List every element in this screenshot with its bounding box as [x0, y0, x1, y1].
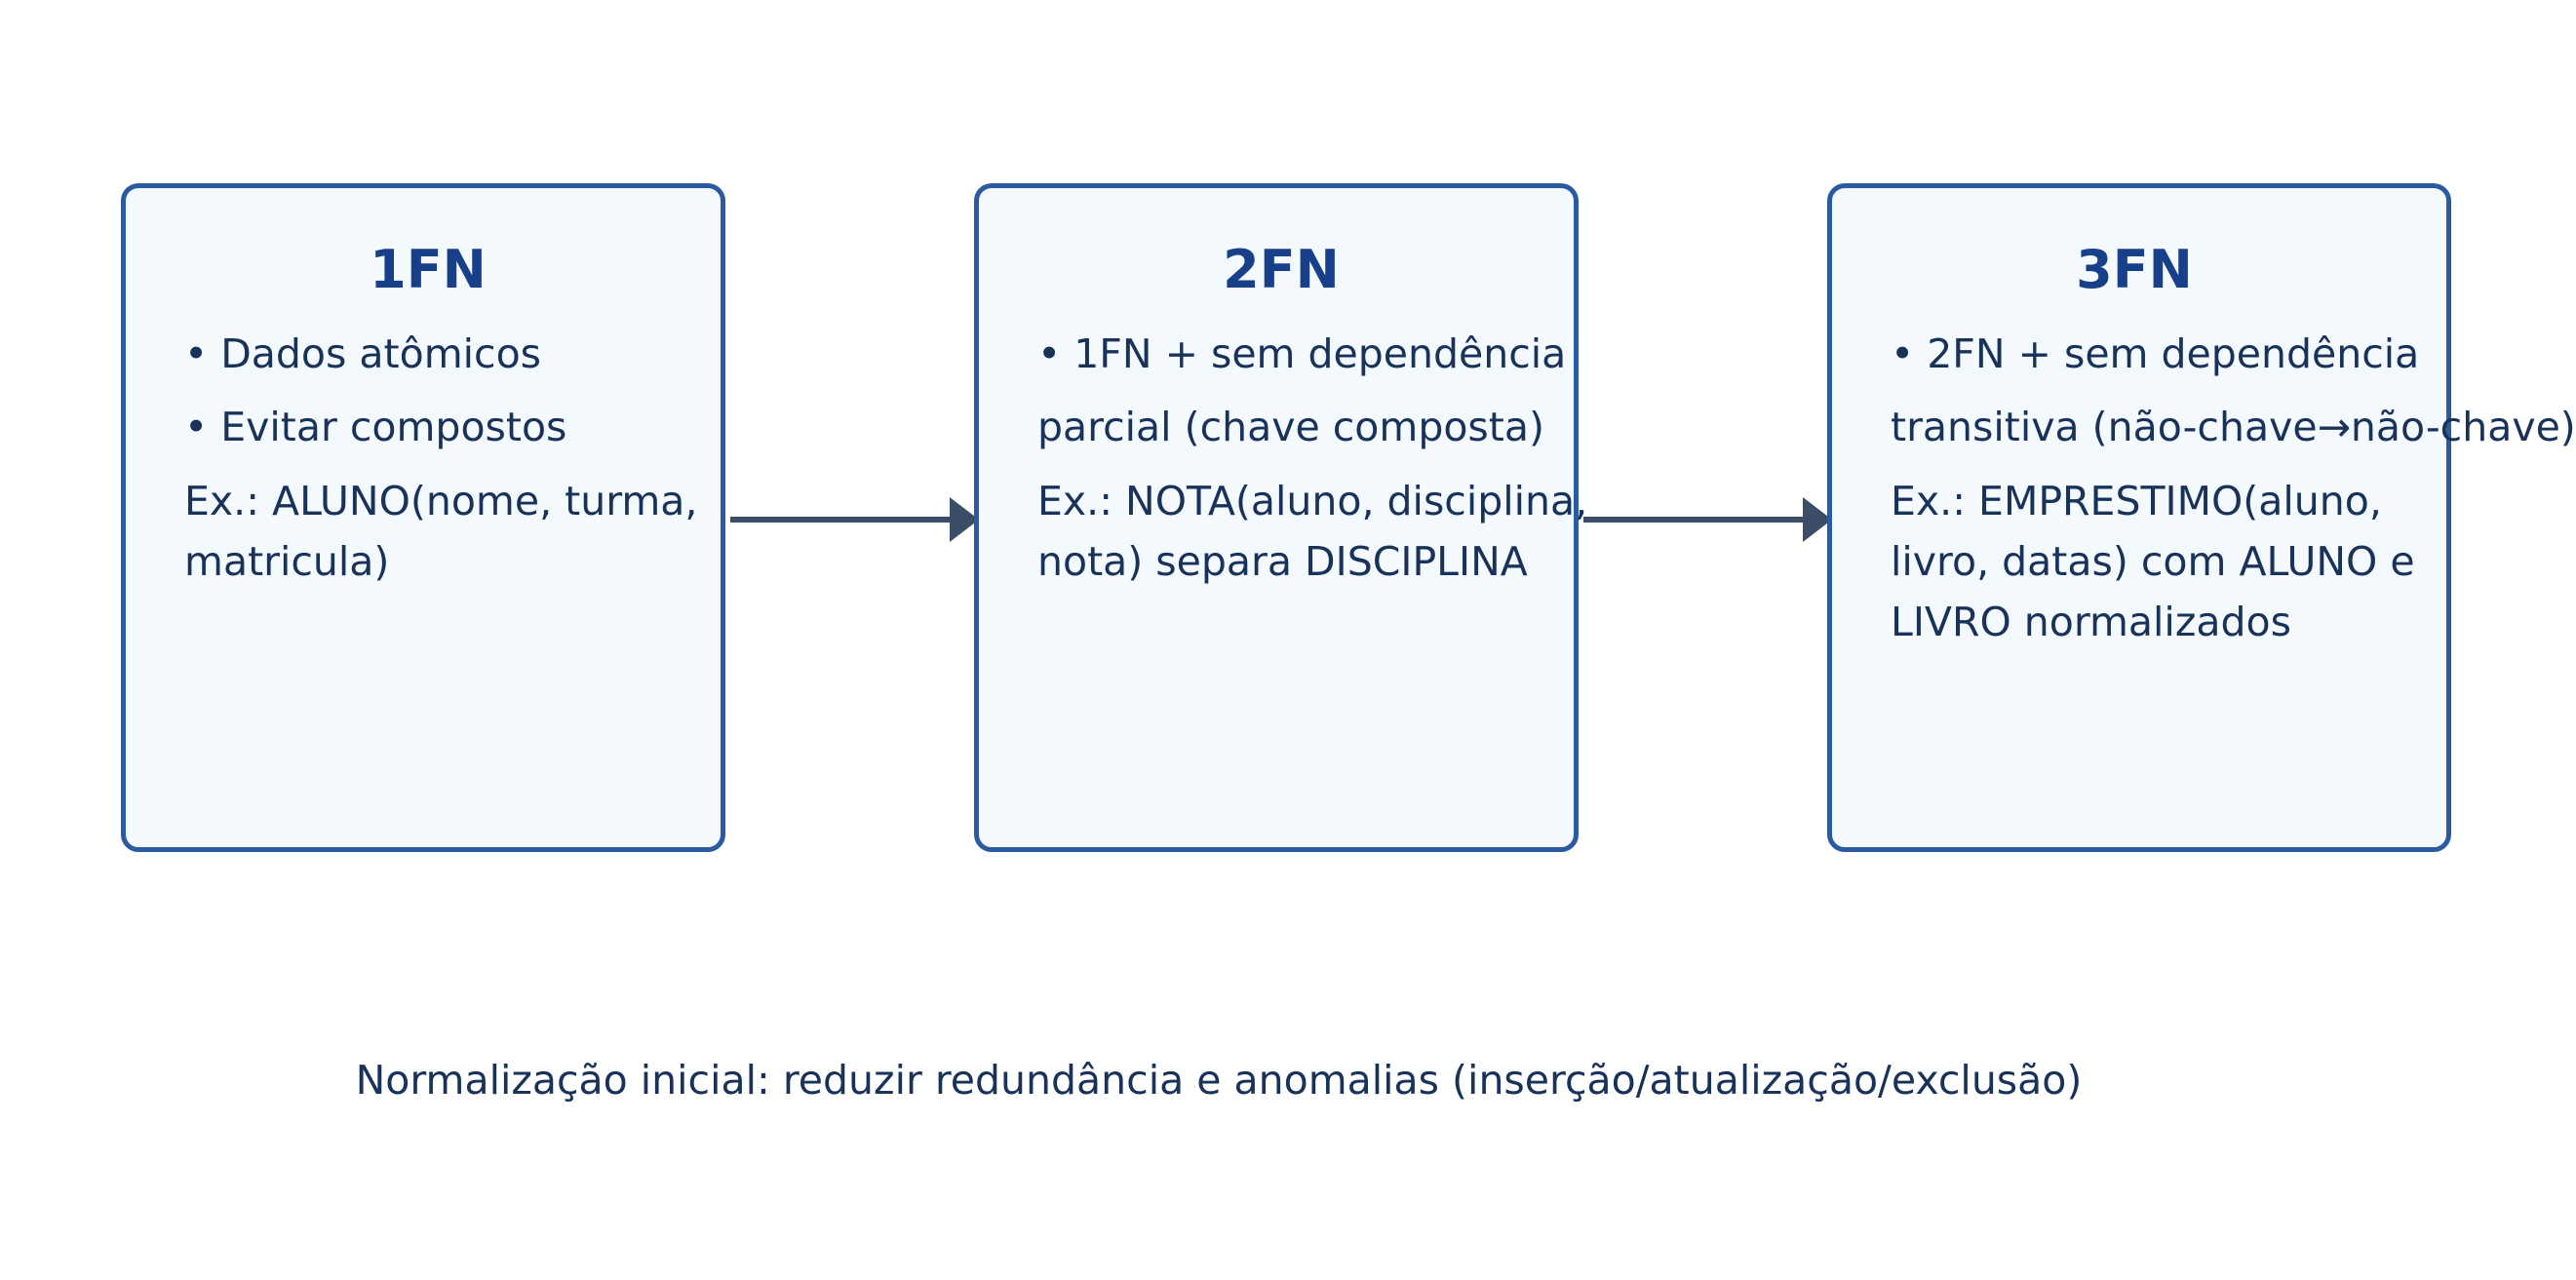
- stage-title-1fn: 1FN: [370, 239, 487, 300]
- arrow-1fn-to-2fn: [730, 485, 979, 554]
- stage-example: Ex.: ALUNO(nome, turma,: [184, 478, 698, 524]
- stage-title-3fn: 3FN: [2076, 239, 2193, 300]
- stage-example: Ex.: EMPRESTIMO(aluno,: [1891, 478, 2382, 524]
- stage-line: transitiva (não-chave→não-chave): [1891, 404, 2576, 450]
- stage-example: nota) separa DISCIPLINA: [1037, 538, 1528, 585]
- stage-title-2fn: 2FN: [1223, 239, 1340, 300]
- stage-line: • Evitar compostos: [184, 404, 567, 450]
- diagram-caption: Normalização inicial: reduzir redundância e anomalias (inserção/atualização/exclusão): [355, 1057, 2083, 1104]
- stage-line: • 1FN + sem dependência: [1037, 330, 1567, 377]
- stage-line: parcial (chave composta): [1037, 404, 1544, 450]
- stage-box-1fn: [121, 183, 725, 852]
- stage-example: LIVRO normalizados: [1891, 599, 2291, 645]
- stage-line: • 2FN + sem dependência: [1891, 330, 2420, 377]
- stage-example: matricula): [184, 538, 390, 585]
- arrow-2fn-to-3fn: [1583, 485, 1832, 554]
- stage-box-2fn: [974, 183, 1588, 852]
- stage-example: Ex.: NOTA(aluno, disciplina,: [1037, 478, 1588, 524]
- stage-example: livro, datas) com ALUNO e: [1891, 538, 2415, 585]
- stage-line: • Dados atômicos: [184, 330, 542, 377]
- stage-box-3fn: [1827, 183, 2576, 852]
